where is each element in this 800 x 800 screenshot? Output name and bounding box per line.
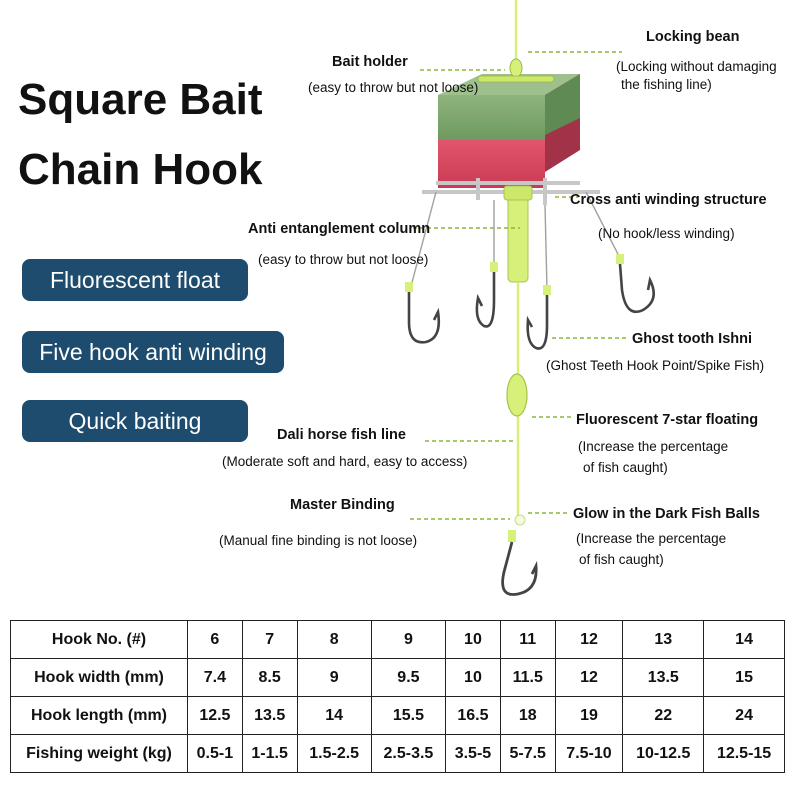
table-cell: 12: [555, 659, 623, 697]
glow-fish-ball: [515, 515, 525, 525]
table-cell: 10: [446, 621, 501, 659]
table-row: [11, 659, 785, 697]
table-cell: 19: [555, 697, 623, 735]
callout-fluorescent-float-sub-2: of fish caught): [583, 459, 668, 475]
table-cell: 15.5: [371, 697, 445, 735]
callout-dali-line-sub: [222, 453, 467, 471]
table-cell: 9: [297, 659, 371, 697]
callout-locking-bean-heading: Locking bean: [646, 29, 740, 45]
callout-anti-column-heading: Anti entanglement column: [248, 221, 431, 237]
feature-pill-five-hook: Five hook anti winding: [22, 331, 284, 373]
bottom-hook: [503, 530, 537, 595]
table-cell: 11.5: [500, 659, 555, 697]
callout-glow-balls-sub-1: (Increase the percentage: [576, 531, 727, 546]
bait-holder-bar: [478, 76, 554, 82]
callout-glow-balls-sub: [576, 529, 726, 571]
table-cell: 1.5-2.5: [297, 735, 371, 773]
table-cell: 10: [446, 659, 501, 697]
row-header: Hook No. (#): [11, 621, 188, 659]
callout-bait-holder: [332, 53, 408, 72]
table-cell: 15: [704, 659, 785, 697]
row-header: Fishing weight (kg): [11, 735, 188, 773]
table-cell: 12.5: [188, 697, 243, 735]
table-row: [11, 697, 785, 735]
callout-ghost-tooth: [632, 330, 752, 349]
table-cell: 18: [500, 697, 555, 735]
callout-glow-balls-sub-2: of fish caught): [579, 551, 664, 567]
callout-dali-line: [277, 426, 406, 445]
table-row: [11, 621, 785, 659]
callout-fluorescent-float: [576, 411, 758, 430]
callout-locking-bean: [646, 28, 739, 47]
table-cell: 13.5: [623, 659, 704, 697]
callout-locking-bean-sub-1: (Locking without damaging: [616, 59, 777, 74]
table-cell: 11: [500, 621, 555, 659]
hook-3: [528, 285, 551, 349]
callout-dali-line-subtext: (Moderate soft and hard, easy to access): [222, 454, 468, 469]
callout-fluorescent-float-sub: [578, 437, 728, 479]
table-cell: 2.5-3.5: [371, 735, 445, 773]
table-cell: 1-1.5: [242, 735, 297, 773]
callout-master-binding-subtext: (Manual fine binding is not loose): [219, 533, 418, 548]
callout-dali-line-heading: Dali horse fish line: [277, 427, 406, 443]
table-cell: 14: [704, 621, 785, 659]
table-cell: 6: [188, 621, 243, 659]
table-row: [11, 735, 785, 773]
table-cell: 24: [704, 697, 785, 735]
callout-bait-holder-sub: [308, 79, 478, 97]
table-cell: 0.5-1: [188, 735, 243, 773]
table-cell: 7.5-10: [555, 735, 623, 773]
callout-anti-entanglement-sub: [258, 251, 428, 269]
table-cell: 12: [555, 621, 623, 659]
callout-locking-bean-sub: [616, 58, 777, 93]
feature-pill-quick-baiting: Quick baiting: [22, 400, 248, 442]
row-header: Hook width (mm): [11, 659, 188, 697]
hook-1: [405, 282, 439, 342]
table-cell: 13.5: [242, 697, 297, 735]
anti-entanglement-column: [508, 188, 528, 282]
table-cell: 12.5-15: [704, 735, 785, 773]
fluorescent-float: [507, 374, 527, 416]
title-line-1: Square Bait: [18, 75, 263, 124]
table-cell: 8.5: [242, 659, 297, 697]
callout-fluorescent-float-heading: Fluorescent 7-star floating: [576, 412, 759, 428]
callout-glow-balls: [573, 505, 760, 524]
table-cell: 3.5-5: [446, 735, 501, 773]
table-cell: 13: [623, 621, 704, 659]
callout-fluorescent-float-sub-1: (Increase the percentage: [578, 439, 729, 454]
callout-ghost-tooth-heading: Ghost tooth Ishni: [632, 331, 753, 347]
spec-table: [10, 620, 785, 773]
table-cell: 7.4: [188, 659, 243, 697]
table-cell: 9: [371, 621, 445, 659]
callout-cross-anti-winding: [570, 191, 767, 210]
callout-master-binding: [290, 496, 395, 515]
feature-pill-fluorescent-float: Fluorescent float: [22, 259, 248, 301]
locking-bean: [510, 59, 522, 77]
row-header: Hook length (mm): [11, 697, 188, 735]
table-cell: 22: [623, 697, 704, 735]
table-cell: 10-12.5: [623, 735, 704, 773]
table-cell: 8: [297, 621, 371, 659]
table-cell: 9.5: [371, 659, 445, 697]
callout-locking-bean-sub-2: the fishing line): [621, 76, 712, 92]
table-cell: 14: [297, 697, 371, 735]
callout-anti-entanglement: [248, 220, 430, 239]
hook-2: [477, 262, 498, 326]
callout-master-binding-sub: [219, 532, 417, 550]
callout-cross-anti-subtext: (No hook/less winding): [598, 226, 735, 241]
callout-bait-holder-subtext: (easy to throw but not loose): [308, 80, 479, 95]
table-cell: 7: [242, 621, 297, 659]
callout-ghost-tooth-subtext: (Ghost Teeth Hook Point/Spike Fish): [546, 358, 765, 373]
table-cell: 16.5: [446, 697, 501, 735]
callout-cross-anti-heading: Cross anti winding structure: [570, 192, 767, 208]
table-cell: 5-7.5: [500, 735, 555, 773]
callout-anti-column-subtext: (easy to throw but not loose): [258, 252, 429, 267]
callout-ghost-tooth-sub: [546, 357, 764, 375]
callout-master-binding-heading: Master Binding: [290, 497, 395, 513]
title-line-2: Chain Hook: [18, 145, 263, 194]
hook-4: [616, 254, 654, 312]
callout-glow-balls-heading: Glow in the Dark Fish Balls: [573, 506, 760, 522]
callout-cross-anti-sub: [598, 225, 735, 243]
callout-bait-holder-heading: Bait holder: [332, 54, 408, 70]
